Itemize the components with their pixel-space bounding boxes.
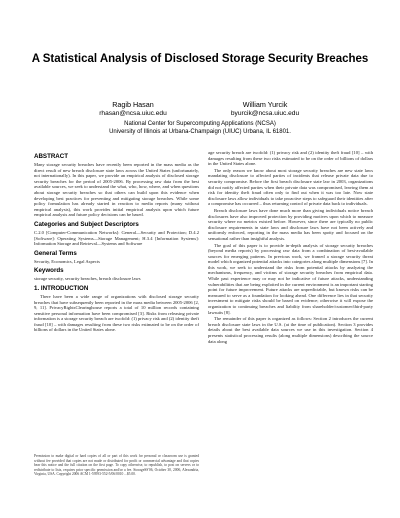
author-name: Ragib Hasan — [112, 100, 154, 109]
author-name: William Yurcik — [242, 100, 288, 109]
paper-title: A Statistical Analysis of Disclosed Storage Security Breaches — [31, 53, 369, 65]
affiliation-line-2: University of Illinois at Urbana-Champaign (UIUC) Urbana, IL 61801. — [109, 129, 291, 135]
author-email: byurcik@ncsa.uiuc.edu — [230, 110, 300, 117]
body-paragraph: The only reason we know about most storage security breaches are new state laws mandating disclosure to affected parties of incidents that release private data due to security compromise. Before the first breach disclosure state law in 2003, organizations did not notify affected parties when their private data was compromised, leaving them at risk for identity theft fraud often only to find out when it was too late. Now state disclosure laws allow individuals to take proactive steps to safeguard their identities after a compromise has occurred – thus returning control of private data back to individuals. — [208, 167, 373, 207]
author-1 — [58, 100, 208, 118]
body-paragraph: Breach disclosure laws have done much more than giving individuals notice breach disclosures have also improved protection by providing motives upon which to measure security where no metrics existed before. However, since there are typically no public disclosure requirements in state laws and disclosure laws have not been actively and uniformly enforced, reporting in the mass media has been spotty and focused on the sensational rather than insightful analysis. — [208, 207, 373, 241]
left-column — [34, 150, 199, 334]
body-paragraph: The remainder of this paper is organized as follows: Section 2 introduces the current breach disclosure state laws in the U.S. (at the time of publication). Section 3 provides details about the best available data sources we use in this investigation. Section 4 presents statistical processing results (along multiple dimensions) describing the source data along — [208, 316, 373, 344]
categories-heading: Categories and Subject Descriptors — [34, 220, 139, 228]
introduction-text: There have been a wide range of organizations with disclosed storage security breaches that have subsequently been reported in the mass media between 2005-2006 [2, 9, 11]. PrivacyRightsClearinghouse reports a total of 10 million records containing sensitive personal information have been compromised [3]. Risks from releasing private information is a storage security breach are twofold: (1) privacy risk and (2) identity theft fraud [10] – with damages resulting from these two risks estimated to be on the order of billions of dollars in the United States alone. — [34, 293, 199, 333]
author-2 — [190, 100, 340, 118]
abstract-heading: ABSTRACT — [34, 153, 69, 160]
introduction-heading: 1. INTRODUCTION — [34, 284, 89, 292]
keywords-text: storage security, security breaches, breach disclosure laws — [34, 276, 141, 282]
categories-text: C.2.0 [Computer-Communication Networks]: General—Security and Protection; D.4.2 [Software]: Operating Systems—Storage Management; H.3.4 [Information Systems]: Information Storage and Retrieval—Systems and Software — [34, 229, 199, 247]
keywords-heading: Keywords — [34, 267, 64, 275]
affiliation-line-1: National Center for Supercomputing Applications (NCSA) — [124, 121, 276, 127]
affiliation — [40, 120, 360, 136]
body-paragraph: age security breach are twofold: (1) privacy risk and (2) identity theft fraud [10] – with damages resulting from these two risks estimated to be on the order of billions of dollars in the United States alone. — [208, 150, 373, 167]
body-paragraph: The goal of this paper is to provide in-depth analysis of storage security breaches (beyond media reports) by processing raw data from a combination of best-available sources for emerging patterns. In previous work, we framed a storage security threat model which organized potential attacks into categories along multiple dimensions [7]. In this work, we seek to understand the risks from potential attacks by analyzing the mechanisms, frequency, and victims of storage security breaches from empirical data. While past experience may or may not be indicative of future attacks, understanding vulnerabilities that are being exploited in the current environment is an important starting point for future improvement. Future attacks are unpredictable, but known risks can be measured to serve as a foundation for looking ahead. One difference lies in that security investment to mitigate risks should be based on evidence; otherwise it will expose the organization to continuing breaches and liability from shareholder/customer/third-party lawsuits [8]. — [208, 242, 373, 315]
general-terms-text: Security, Economics, Legal Aspects — [34, 258, 100, 264]
abstract-text: Many storage security breaches have recently been reported in the mass media as the direct result of new breach disclosure state laws across the United States (unfortunately, not internationally). In this paper, we provide an empirical analysis of disclosed storage security breaches for the period of 2005-2006. By processing raw data from the best available sources, we seek to understand the what, who, how, where, and when questions about storage security breaches so that others can build upon this evidence when developing best practices for preventing and mitigating storage breaches. While some policy formulation has already started in reaction to media reports (many without empirical analysis), this work provides initial empirical analysis upon which future empirical analysis and future policy decisions can be based. — [34, 162, 199, 218]
general-terms-heading: General Terms — [34, 249, 77, 257]
copyright-footnote: Permission to make digital or hard copies of all or part of this work for personal or classroom use is granted without fee provided that copies are not made or distributed for profit or commercial advantage and that copies bear this notice and the full citation on the first page. To copy otherwise, to republish, to post on servers or to redistribute to lists, requires prior specific permission and/or a fee. StorageSS'06, October 30, 2006, Alexandria, Virginia, USA. Copyright 2006 ACM 1-59593-552-5/06/0010 ...$5.00. — [34, 454, 199, 477]
right-column — [208, 150, 373, 345]
author-email: rhasan@ncsa.uiuc.edu — [99, 110, 167, 117]
